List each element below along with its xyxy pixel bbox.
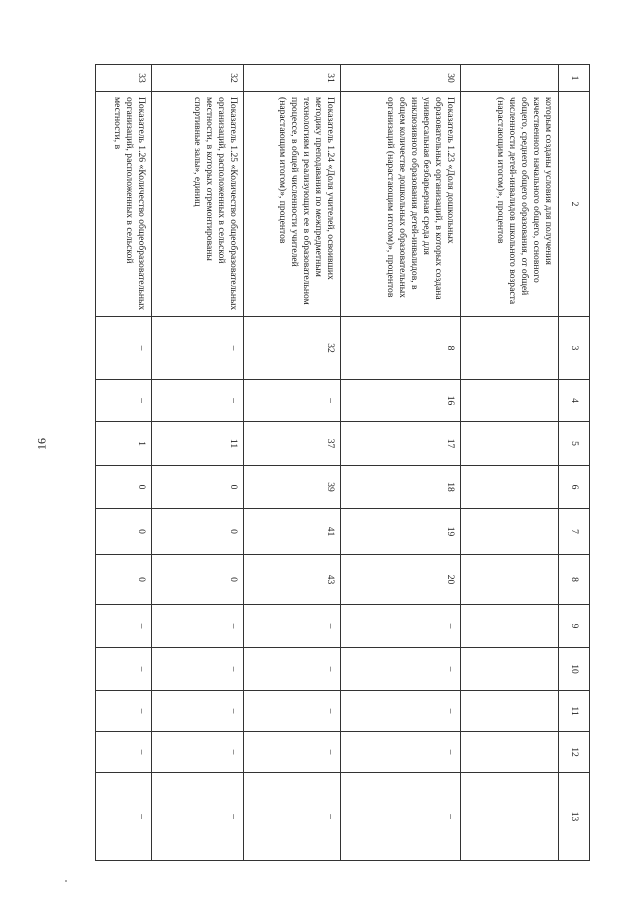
- row-number-cell: 32: [152, 65, 244, 92]
- value-cell-col-9: –: [152, 605, 244, 648]
- row-number-cell: 33: [96, 65, 152, 92]
- row-number-cell: [461, 65, 559, 92]
- column-header-11: 11: [559, 691, 590, 732]
- value-cell-col-3: [461, 317, 559, 380]
- column-header-7: 7: [559, 509, 590, 555]
- value-cell-col-12: –: [96, 732, 152, 773]
- rotated-table-container: [94, 64, 590, 860]
- value-cell-col-9: –: [244, 605, 341, 648]
- value-cell-col-10: –: [96, 648, 152, 691]
- value-cell-col-9: –: [341, 605, 461, 648]
- value-cell-col-12: –: [152, 732, 244, 773]
- row-number-cell: 30: [341, 65, 461, 92]
- value-cell-col-8: 43: [244, 555, 341, 605]
- value-cell-col-13: [461, 773, 559, 861]
- value-cell-col-11: –: [152, 691, 244, 732]
- value-cell-col-10: –: [341, 648, 461, 691]
- row-number-cell: 31: [244, 65, 341, 92]
- value-cell-col-4: –: [152, 380, 244, 422]
- indicator-name-cell: Показатель 1.25 «Количество общеобразовательных организаций, расположенных в сельской местности, в которых отремонтированы спортивные залы», единиц: [152, 92, 244, 317]
- value-cell-col-7: [461, 509, 559, 555]
- value-cell-col-8: [461, 555, 559, 605]
- value-cell-col-4: –: [244, 380, 341, 422]
- table-row: [341, 65, 461, 861]
- value-cell-col-7: 0: [96, 509, 152, 555]
- value-cell-col-7: 0: [152, 509, 244, 555]
- value-cell-col-7: 19: [341, 509, 461, 555]
- indicator-name-cell: которым созданы условия для получения качественного начального общего, основного общего, среднего общего образования, от общей численности детей-инвалидов школьного возраста (нарастающим итогом)», процентов: [461, 92, 559, 317]
- indicator-table: [95, 64, 590, 861]
- value-cell-col-12: [461, 732, 559, 773]
- value-cell-col-6: 0: [96, 466, 152, 509]
- value-cell-col-13: –: [341, 773, 461, 861]
- value-cell-col-13: –: [96, 773, 152, 861]
- column-header-8: 8: [559, 555, 590, 605]
- value-cell-col-3: –: [96, 317, 152, 380]
- value-cell-col-5: 17: [341, 422, 461, 466]
- value-cell-col-13: –: [152, 773, 244, 861]
- value-cell-col-7: 41: [244, 509, 341, 555]
- value-cell-col-10: [461, 648, 559, 691]
- value-cell-col-6: [461, 466, 559, 509]
- value-cell-col-8: 0: [152, 555, 244, 605]
- column-header-2: 2: [559, 92, 590, 317]
- scan-speck: [65, 880, 67, 882]
- table-row: [244, 65, 341, 861]
- value-cell-col-9: –: [96, 605, 152, 648]
- value-cell-col-5: 11: [152, 422, 244, 466]
- column-header-3: 3: [559, 317, 590, 380]
- value-cell-col-5: [461, 422, 559, 466]
- value-cell-col-6: 0: [152, 466, 244, 509]
- column-header-9: 9: [559, 605, 590, 648]
- value-cell-col-6: 39: [244, 466, 341, 509]
- value-cell-col-10: –: [152, 648, 244, 691]
- value-cell-col-11: –: [96, 691, 152, 732]
- column-header-10: 10: [559, 648, 590, 691]
- value-cell-col-11: –: [244, 691, 341, 732]
- value-cell-col-5: 37: [244, 422, 341, 466]
- column-header-12: 12: [559, 732, 590, 773]
- value-cell-col-8: 0: [96, 555, 152, 605]
- page-number: 16: [34, 438, 49, 450]
- table-row: [96, 65, 152, 861]
- indicator-name-cell: Показатель 1.24 «Доля учителей, освоивших методику преподавания по межпредметным технологиям и реализующих ее в образовательном процессе, в общей численности учителей (нарастающим итогом)», процентов: [244, 92, 341, 317]
- value-cell-col-5: 1: [96, 422, 152, 466]
- value-cell-col-6: 18: [341, 466, 461, 509]
- column-header-13: 13: [559, 773, 590, 861]
- table-row: [152, 65, 244, 861]
- value-cell-col-11: –: [341, 691, 461, 732]
- header-row: [559, 65, 590, 861]
- value-cell-col-3: 8: [341, 317, 461, 380]
- value-cell-col-10: –: [244, 648, 341, 691]
- value-cell-col-12: –: [244, 732, 341, 773]
- value-cell-col-13: –: [244, 773, 341, 861]
- value-cell-col-9: [461, 605, 559, 648]
- column-header-1: 1: [559, 65, 590, 92]
- value-cell-col-4: –: [96, 380, 152, 422]
- indicator-name-cell: Показатель 1.23 «Доля дошкольных образовательных организаций, в которых создана универсальная безбарьерная среда для инклюзивного образования детей-инвалидов, в общем количестве дошкольных образовательных организаций (нарастающим итогом)», процентов: [341, 92, 461, 317]
- indicator-name-cell: Показатель 1.26 «Количество общеобразовательных организаций, расположенных в сельской местности, в: [96, 92, 152, 317]
- value-cell-col-4: [461, 380, 559, 422]
- column-header-5: 5: [559, 422, 590, 466]
- value-cell-col-8: 20: [341, 555, 461, 605]
- value-cell-col-4: 16: [341, 380, 461, 422]
- value-cell-col-12: –: [341, 732, 461, 773]
- table-row: [461, 65, 559, 861]
- value-cell-col-11: [461, 691, 559, 732]
- value-cell-col-3: –: [152, 317, 244, 380]
- column-header-6: 6: [559, 466, 590, 509]
- value-cell-col-3: 32: [244, 317, 341, 380]
- column-header-4: 4: [559, 380, 590, 422]
